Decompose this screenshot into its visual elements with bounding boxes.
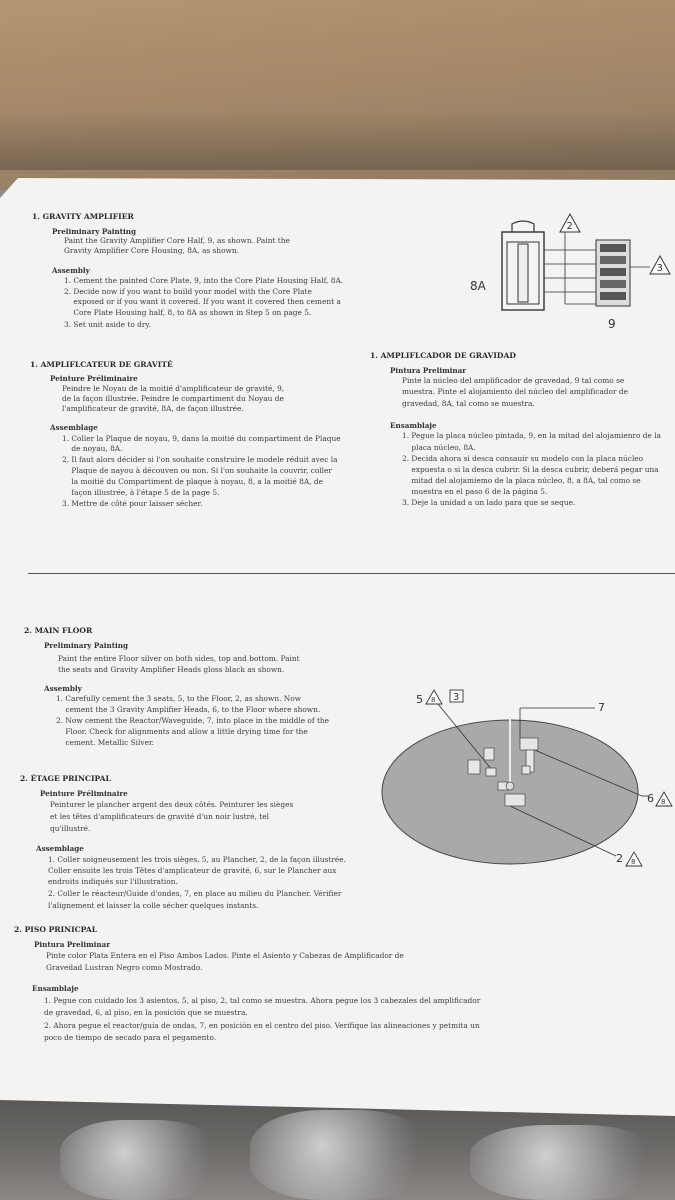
section1-fr-prelim-line: de la façon illustrée. Peindre le compartiment du Noyau de [62,394,284,403]
section2-es-assembly-line: 1. Pegue con cuidado los 3 asientos, 5, al piso, 2, tal como se muestra. Ahora pegue los 3 cabezales del amplificador [44,996,481,1005]
section2-fr-assembly-line: l'alignement et laisser la colle sécher quelques instants. [48,901,259,910]
part-9-label: 9 [608,317,616,331]
section2-es-prelim-line: Pinte color Plata Entera en el Piso Ambos Lados. Pinte el Asiento y Cabezas de Amplificador de [46,951,404,960]
section1-fr-assembly-line: la moitié du Compartiment de plaque à noyau, 8, a la moitié 8A, de [62,477,323,486]
section-divider [28,573,675,574]
part-8a-label: 8A [470,279,486,293]
section1-fr-assembly-line: 3. Mettre de côté pour laisser sécher. [62,499,203,508]
section2-fr-assembly-line: endroits indiqués sur l'illustration. [48,877,178,886]
section2-fr-prelim-line: qu'illustré. [50,824,91,833]
step-3-box-label: 3 [453,692,460,703]
section1-es-assembly-line: muestra en el paso 6 de la página 5. [402,487,548,496]
step-3-label: 3 [656,263,663,274]
section2-en-assembly-line: cement the 3 Gravity Amplifier Heads, 6, to the Floor where shown. [56,705,321,714]
section1-es-assembly-line: mitad del alojamiemo de la placa núcleo, 8, a 8A, tal como se [402,476,641,485]
part-6-label: 6 [647,792,654,805]
section1-fr-prelim-line: l'amplificateur de gravité, 8A, de façon illustrée. [62,404,244,413]
core-housing-8a [502,221,544,310]
section2-fr-prelim-line: et les têtes d'amplificateurs de gravité d'un noir lustré, tel [50,812,269,821]
section1-es-assembly-line: 1. Pegue la placa núcleo pintada, 9, en la mitad del alojamienro de la [402,431,662,440]
section1-es-assembly-line: placa núcleo, 8A. [402,443,476,452]
gravity-amplifier-diagram [490,212,672,334]
core-plate-9 [596,240,630,306]
bubble-wrap [470,1125,660,1200]
section1-es-assembly-line: 3. Deje la unidad a un lado para que se seque. [402,498,576,507]
section1-en-prelim-heading: Preliminary Painting [52,227,137,236]
section1-en-assembly-line: 1. Cement the painted Core Plate, 9, into the Core Plate Housing Half, 8A. [64,276,344,285]
part-2-label: 2 [616,852,623,865]
section2-fr-title: 2. ÉTAGE PRINCIPAL [20,774,111,783]
section2-es-assembly-line: 2. Ahora pegue el reactor/guía de ondas, 7, en posición en el centro del piso. Verifique las alineaciones y petmita un [44,1021,480,1030]
section1-fr-assembly-line: façon illustrée, à l'étape 5 de la page 5. [62,488,220,497]
section1-en-assembly-line: 2. Decide now if you want to build your model with the Core Plate [64,287,312,296]
section2-en-assembly-heading: Assembly [44,684,82,693]
section2-fr-prelim-heading: Peinture Préliminaire [40,789,128,798]
bubble-wrap-background [0,1100,675,1200]
section2-en-prelim-heading: Preliminary Painting [44,641,129,650]
background-shadow [0,110,675,170]
section2-en-assembly-line: 2. Now cement the Reactor/Waveguide, 7, into place in the middle of the [56,716,330,725]
section2-es-prelim-line: Gravedad Lustran Negro como Mostrado. [46,963,203,972]
section2-es-prelim-heading: Pintura Preliminar [34,940,111,949]
section2-en-assembly-line: cement. Metallic Silver. [56,738,155,747]
section1-fr-prelim-line: Peindre le Noyau de la moitié d'amplificateur de gravité, 9, [62,384,285,393]
section1-fr-assembly-line: Plaque de nayou à découven ou non. Si l'on souhaite la couvrir, coller [62,466,332,475]
section2-es-assembly-heading: Ensamblaje [32,984,79,993]
section1-fr-prelim-heading: Peinture Préliminaire [50,374,138,383]
section1-fr-title: 1. AMPLIFLCATEUR DE GRAVITÉ [30,360,173,369]
section2-en-title: 2. MAIN FLOOR [24,626,93,635]
section1-es-prelim-line: gravedad, 8A, tal como se muestra. [402,399,535,408]
section1-fr-assembly-heading: Assemblage [50,423,98,432]
plastic-bag [250,1110,430,1200]
section1-en-title: 1. GRAVITY AMPLIFIER [32,212,134,221]
section1-fr-assembly-line: 1. Coller la Plaque de noyau, 9, dans la moitié du compartiment de Plaque [62,434,341,443]
section1-fr-assembly-line: 2. Il faut alors décider si l'on souhaite construire le modele réduit avec la [62,455,338,464]
section1-en-prelim-line: Gravity Amplifier Core Housing, 8A, as shown. [64,246,239,255]
section1-es-prelim-heading: Pintura Preliminar [390,366,467,375]
section1-es-assembly-line: expuesta o si la desca cubrir. Si la desca cubrir, deberá pegar una [402,465,659,474]
section2-fr-assembly-line: Coller ensuite les trois Têtes d'amplicateur de gravité, 6, sur le Plancher aux [48,866,337,875]
section1-es-assembly-heading: Ensamblaje [390,421,437,430]
section1-es-prelim-line: Pinte la núcleo del amplificador de gravedad, 9 tal como se [402,376,625,385]
section2-fr-prelim-line: Peinturer le plancher argent des deux côtés. Peinturer les sièges [50,800,294,809]
step-2-label: 2 [566,221,573,232]
section2-en-assembly-line: 1. Carefully cement the 3 seats, 5, to the Floor, 2, as shown. Now [56,694,302,703]
section1-es-title: 1. AMPLIFLCADOR DE GRAVIDAD [370,351,516,360]
section2-es-title: 2. PISO PRINICPAL [14,925,98,934]
part-5-label: 5 [416,693,423,706]
section2-fr-assembly-line: 1. Coller soigneusement les trois sièges, 5, au Plancher, 2, de la façon illustrée. [48,855,346,864]
sprue-8c-label: 8 [631,858,636,866]
section2-es-assembly-line: de gravedad, 6, al piso, en la posición que se muestra. [44,1008,248,1017]
section1-es-assembly-line: 2. Decida ahora si desca consauir su modelo con la placa núcleo [402,454,644,463]
section1-en-assembly-line: exposed or if you want it covered. If you want it covered then cement a [64,297,341,306]
section1-es-prelim-line: muestra. Pinte el alojamiento del núcleo del amplificador de [402,387,628,396]
section2-en-prelim-line: Paint the entire Floor silver on both sides, top and bottom. Paint [58,654,300,663]
section1-en-assembly-line: Core Plate Housing half, 8, to 8A as shown in Step 5 on page 5. [64,308,312,317]
section2-fr-assembly-line: 2. Coller le réacteur/Guide d'ondes, 7, en place au milieu du Plancher. Vérifier [48,889,342,898]
section1-en-assembly-heading: Assembly [52,266,90,275]
section2-es-assembly-line: poco de tiempo de secado para el pegamento. [44,1033,217,1042]
section2-fr-assembly-heading: Assemblage [36,844,84,853]
section2-en-prelim-line: the seats and Gravity Amplifier Heads gloss black as shown. [58,665,285,674]
section2-en-assembly-line: Floor. Check for alignments and allow a little drying time for the [56,727,308,736]
part-7-label: 7 [598,701,605,714]
sprue-8b-label: 8 [661,798,666,806]
main-floor-diagram [380,686,675,870]
section1-en-prelim-line: Paint the Gravity Amplifier Core Half, 9, as shown. Paint the [64,236,290,245]
section1-en-assembly-line: 3. Set unit aside to dry. [64,320,151,329]
plastic-bag [60,1120,220,1200]
sprue-8a-label: 8 [431,696,436,704]
section1-fr-assembly-line: de noyau, 8A. [62,444,123,453]
